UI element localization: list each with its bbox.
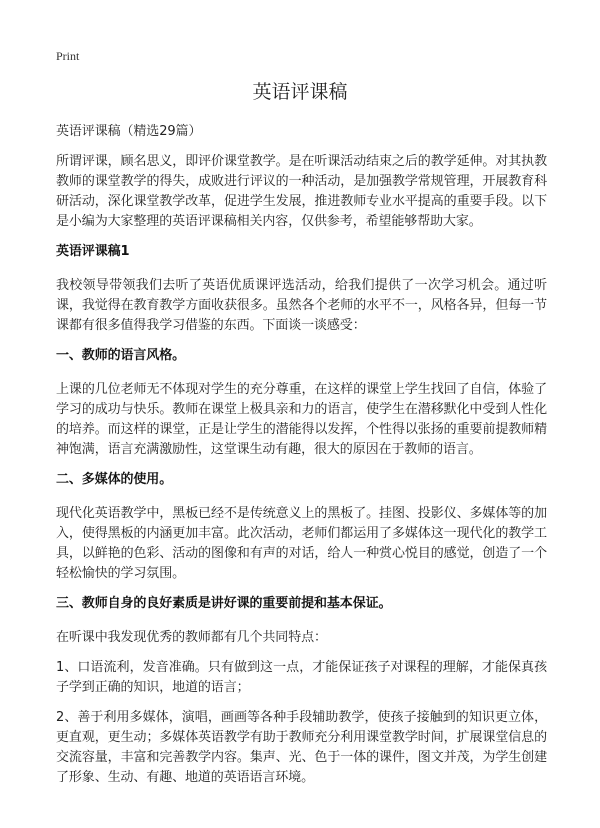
subheading-language-style: 一、教师的语言风格。 xyxy=(56,348,186,363)
point-1-paragraph: 1、口语流利，发音准确。只有做到这一点，才能保证孩子对课程的理解，才能保真孩子学到正确的知识，地道的语言； xyxy=(56,660,547,695)
section1-paragraph: 我校领导带领我们去听了英语优质课评选活动，给我们提供了一次学习机会。通过听课，我觉得在教育教学方面收获很多。虽然各个老师的水平不一，风格各异，但每一节课都有很多值得我学习借鉴的东西。下面谈一谈感受： xyxy=(56,278,547,333)
article-subtitle: 英语评课稿（精选29篇） xyxy=(56,124,202,139)
page-title: 英语评课稿 xyxy=(252,81,348,103)
language-style-paragraph: 上课的几位老师无不体现对学生的充分尊重，在这样的课堂上学生找回了自信，体验了学习的成功与快乐。教师在课堂上极具亲和力的语言，使学生在潜移默化中受到人性化的培养。而这样的课堂，正是让学生的潜能得以发挥，个性得以张扬的重要前提教师精神饱满，语言充满激励性，这堂课生动有趣，很大的原因在于教师的语言。 xyxy=(56,382,547,457)
teacher-quality-paragraph: 在听课中我发现优秀的教师都有几个共同特点： xyxy=(56,630,327,645)
print-link[interactable]: Print xyxy=(56,49,80,63)
subheading-teacher-quality: 三、教师自身的良好素质是讲好课的重要前提和基本保证。 xyxy=(56,596,392,611)
section-heading-1: 英语评课稿1 xyxy=(56,244,130,259)
point-2-paragraph: 2、善于利用多媒体，演唱，画画等各种手段辅助教学，使孩子接触到的知识更立体，更直观，更生动；多媒体英语教学有助于教师充分利用课堂教学时间，扩展课堂信息的交流容量，丰富和完善教学内容。集声、光、色于一体的课件，图文并茂，为学生创建了形象、生动、有趣、地道的英语语言环境。 xyxy=(56,710,547,785)
multimedia-paragraph: 现代化英语教学中，黑板已经不是传统意义上的黑板了。挂图、投影仪、多媒体等的加入，使得黑板的内涵更加丰富。此次活动，老师们都运用了多媒体这一现代化的教学工具，以鲜艳的色彩、活动的图像和有声的对话，给人一种赏心悦目的感觉，创造了一个轻松愉快的学习氛围。 xyxy=(56,506,547,581)
article-body xyxy=(56,122,547,798)
subheading-multimedia: 二、多媒体的使用。 xyxy=(56,472,173,487)
intro-paragraph: 所谓评课，顾名思义，即评价课堂教学。是在听课活动结束之后的教学延伸。对其执教教师的课堂教学的得失，成败进行评议的一种活动，是加强教学常规管理，开展教育科研活动，深化课堂教学改革，促进学生发展，推进教师专业水平提高的重要手段。以下是小编为大家整理的英语评课稿相关内容，仅供参考，希望能够帮助大家。 xyxy=(56,154,547,229)
